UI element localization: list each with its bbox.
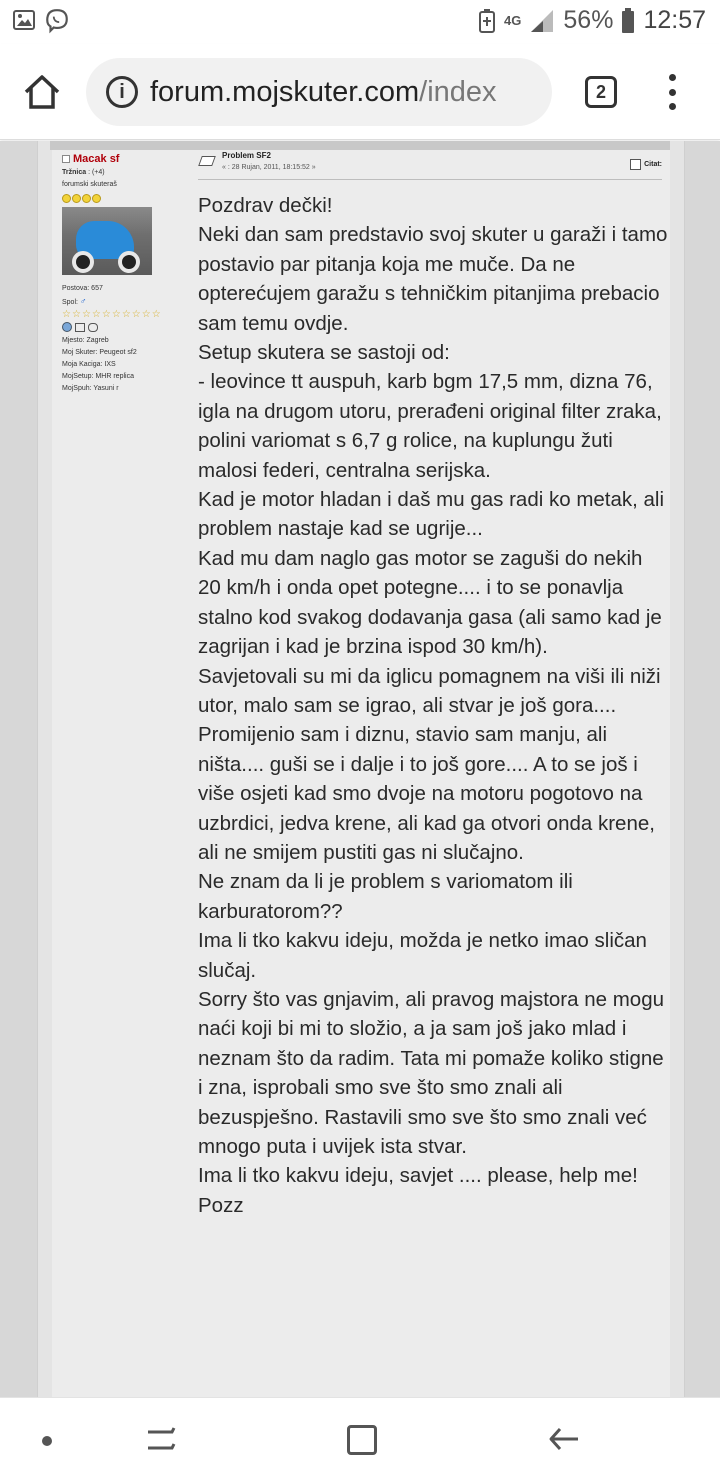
viber-icon	[44, 8, 70, 34]
post-paragraph: Setup skutera se sastoji od:	[198, 341, 450, 365]
recent-apps-icon[interactable]	[146, 1424, 176, 1454]
post-icon	[198, 156, 216, 166]
post-count: Postova: 657	[62, 285, 103, 292]
user-info-column	[62, 153, 190, 395]
post-top-border	[50, 141, 670, 150]
back-icon[interactable]	[548, 1424, 580, 1454]
post-paragraph: Ne znam da li je problem s variomatom ili karburatorom??	[198, 870, 573, 923]
post-body	[198, 191, 668, 1220]
avatar[interactable]	[62, 207, 152, 275]
user-setup: MojSetup: MHR replica	[62, 373, 134, 380]
clock: 12:57	[643, 6, 706, 34]
network-type: 4G	[504, 13, 522, 28]
url-text[interactable]	[150, 76, 497, 109]
post-paragraph: Sorry što vas gnjavim, ali pravog majstora ne mogu naći koji bi mi to složio, a ja sam još jako mlad i neznam što da radim. Tata mi pomaže koliko stigne i zna, isprobali smo sve što smo znali ali bezuspješno. Rastavili smo sve što smo znali već mnogo puta i uvijek ista stvar.	[198, 987, 665, 1158]
user-exhaust: MojSpuh: Yasuni r	[62, 385, 119, 392]
post-paragraph: Pozz	[198, 1193, 244, 1217]
post-paragraph: Neki dan sam predstavio svoj skuter u garaži i tamo postavio par pitanja koja me muče. Da ne opterećujem garažu s tehničkim pitanjima prebacio sam temu ovdje.	[198, 223, 668, 335]
trznica-line	[62, 167, 190, 179]
trznica-value: : (+4)	[88, 169, 105, 176]
user-scooter: Moj Skuter: Peugeot sf2	[62, 349, 137, 356]
status-bar	[0, 0, 720, 44]
user-helmet: Moja Kaciga: IXS	[62, 361, 116, 368]
message-icon[interactable]	[88, 323, 98, 332]
battery-saver-icon	[478, 8, 496, 34]
post-paragraph: Pozdrav dečki!	[198, 194, 333, 217]
quote-label: Citat:	[644, 161, 662, 168]
battery-icon	[621, 8, 635, 34]
gender-label: Spol:	[62, 299, 78, 306]
signal-icon	[529, 8, 555, 34]
image-icon	[12, 8, 36, 32]
male-icon: ♂	[79, 296, 87, 306]
url-path: /index	[419, 75, 497, 108]
home-nav-icon[interactable]	[347, 1425, 377, 1455]
quote-button[interactable]	[630, 159, 662, 170]
url-domain: forum.mojskuter.com	[150, 75, 420, 108]
post-paragraph: Ima li tko kakvu ideju, savjet .... please, help me!	[198, 1164, 638, 1188]
post-paragraph: Savjetovali su mi da iglicu pomagnem na viši ili niži utor, malo sam se igrao, ali stvar je još gora....	[198, 664, 661, 717]
system-navigation-bar	[0, 1397, 720, 1480]
gender-line	[62, 295, 190, 309]
post-date: « : 28 Rujan, 2011, 18:15:52 »	[222, 164, 316, 171]
profile-actions	[62, 322, 190, 332]
tab-switcher-button[interactable]: 2	[585, 76, 617, 108]
browser-toolbar	[0, 44, 720, 140]
post-paragraph: Kad mu dam naglo gas motor se zaguši do nekih 20 km/h i onda opet potegne.... i to se ponavlja stalno kod svakog dodavanja gasa (ali samo kad je zagrijan i kad je brzina ispod 30 km/h).	[198, 546, 662, 659]
profile-icon[interactable]	[62, 322, 72, 332]
online-status-icon	[62, 155, 70, 163]
address-bar[interactable]	[86, 58, 552, 126]
home-icon[interactable]	[22, 72, 62, 112]
username-label[interactable]: Macak sf	[73, 153, 120, 165]
username[interactable]	[62, 153, 190, 165]
info-icon[interactable]: i	[106, 76, 138, 108]
post-header	[198, 150, 662, 180]
user-rank: forumski skuteraš	[62, 181, 117, 188]
post-title[interactable]: Problem SF2	[222, 151, 271, 160]
nav-dot-icon[interactable]	[42, 1436, 52, 1446]
post-paragraph: - leovince tt auspuh, karb bgm 17,5 mm, dizna 76, igla na drugom utoru, prerađeni original filter zraka, polini variomat s 6,7 g rolice, na kuplungu žuti malosi federi, centralna serijska.	[198, 370, 662, 482]
post-paragraph: Ima li tko kakvu ideju, možda je netko imao sličan slučaj.	[198, 929, 647, 982]
email-icon[interactable]	[75, 323, 85, 332]
overflow-menu-icon[interactable]	[662, 74, 682, 110]
post-paragraph: Promijenio sam i diznu, stavio sam manju, ali ništa.... guši se i dalje i to još gore.... A to se još i više osjeti kad smo dvoje na motoru pogotovo na uzbrdici, jedva krene, ali kad ga otvori onda krene, ali ne smijem pustiti gas ni slučajno.	[198, 723, 655, 864]
user-location: Mjesto: Zagreb	[62, 337, 109, 344]
battery-percent: 56%	[563, 6, 614, 34]
post-paragraph: Kad je motor hladan i daš mu gas radi ko metak, ali problem nastaje kad se ugrije...	[198, 488, 665, 541]
star-rating-icon: ☆ ☆ ☆ ☆ ☆ ☆ ☆ ☆ ☆ ☆	[62, 309, 161, 320]
trznica-label: Tržnica	[62, 169, 87, 176]
quote-icon	[630, 159, 641, 170]
rank-dots-icon	[62, 194, 190, 203]
